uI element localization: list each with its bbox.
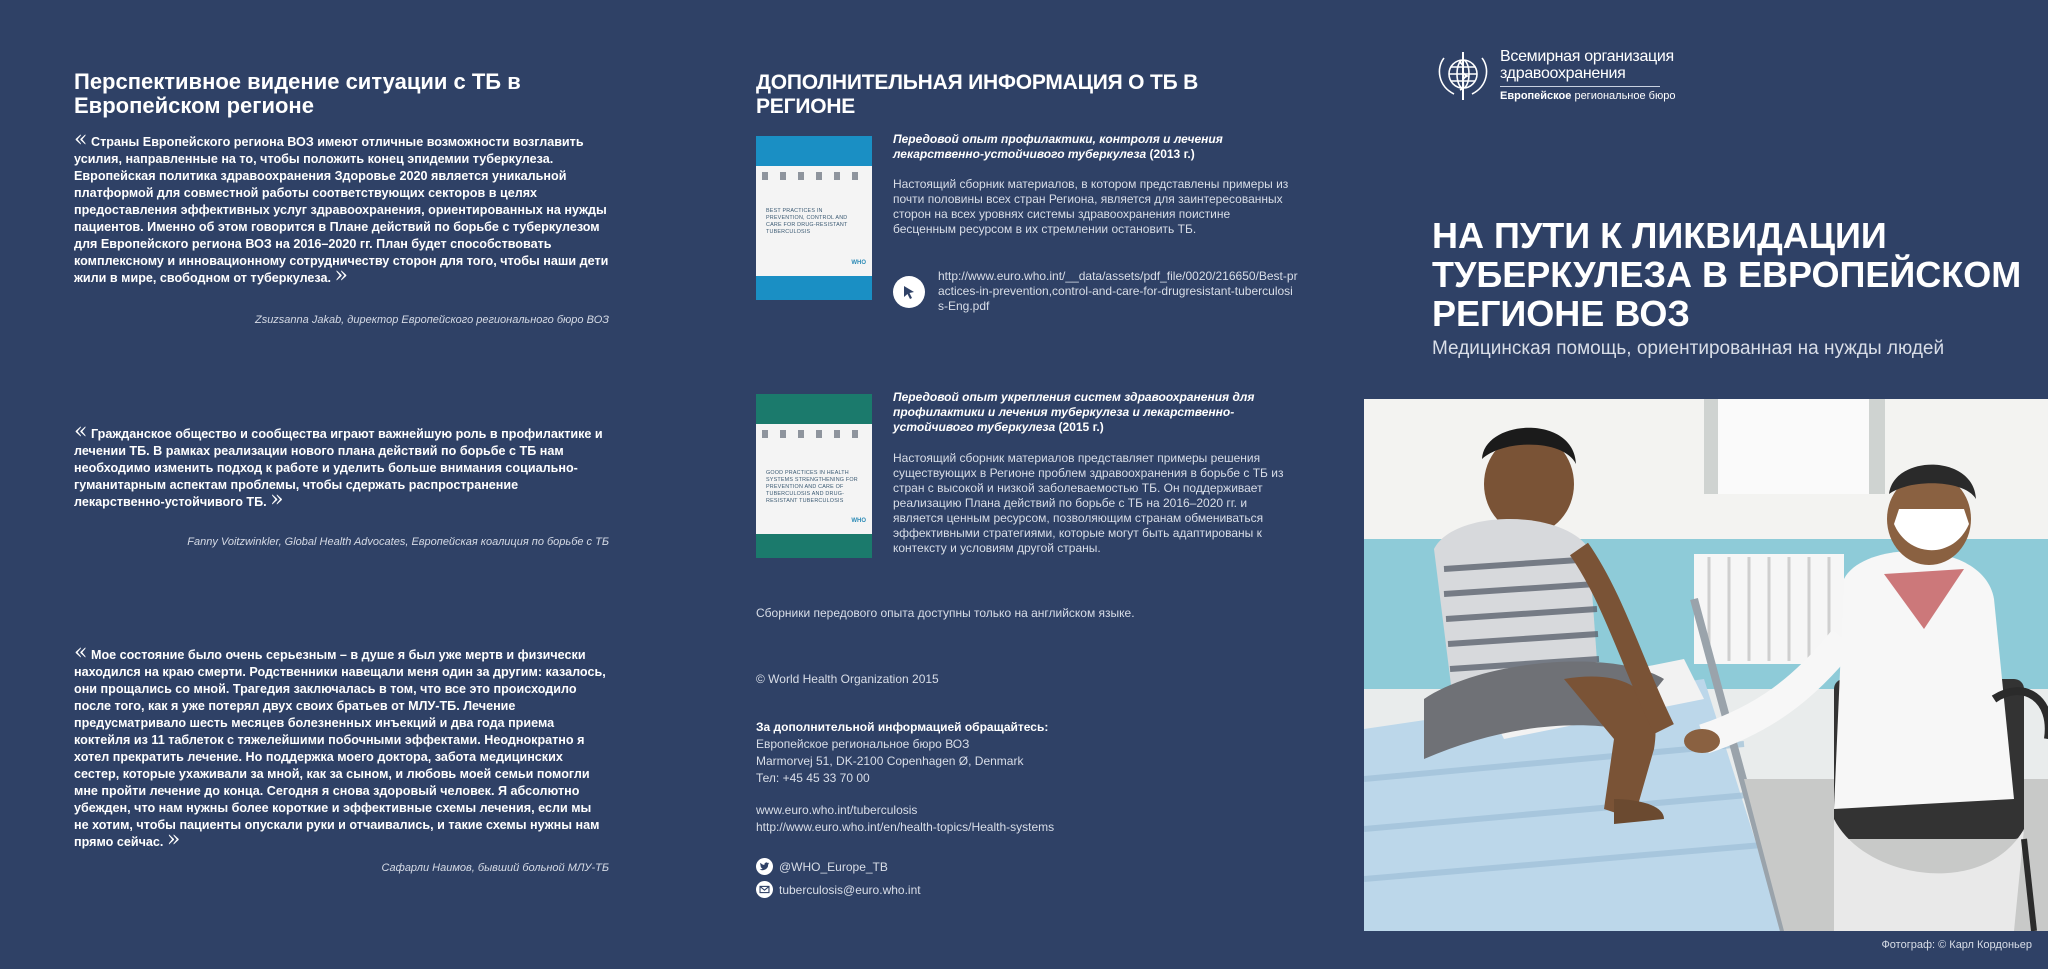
cover-title: BEST PRACTICES IN PREVENTION, CONTROL AND CARE FOR DRUG-RESISTANT TUBERCULOSIS: [766, 208, 848, 235]
logo-subtitle: [1500, 90, 1675, 102]
who-logo-text: [1500, 48, 1675, 102]
web-links: [756, 802, 1054, 836]
quote-3-attribution: Сафарли Наимов, бывший больной МЛУ-ТБ: [381, 862, 609, 874]
quote-1: [74, 127, 609, 288]
publication-1-title: [893, 132, 1293, 162]
publication-2-title-text: Передовой опыт укрепления систем здравоохранения для профилактики и лечения туберкулеза и лекарственно-устойчивого туберкулеза: [893, 390, 1255, 434]
contact-line: Marmorvej 51, DK-2100 Copenhagen Ø, Denmark: [756, 754, 1024, 768]
cover-footer: [756, 534, 872, 558]
language-note: Сборники передового опыта доступны только на английском языке.: [756, 606, 1135, 620]
quote-1-text: Страны Европейского региона ВОЗ имеют отличные возможности возглавить усилия, направленные на то, чтобы положить конец эпидемии туберкулеза. Европейская политика здравоохранения Здоровье 2020 является уникальной платформой для совместной работы соответствующих секторов в целях предоставления эффективных услуг здравоохранения, ориентированных на нужды пациентов. Именно об этом говорится в Плане действий по борьбе с туберкулезом для Европейского региона ВОЗ на 2016–2020 гг. План будет способствовать комплексному и инновационному сотрудничеству сторон для того, чтобы наши дети жили в мире, свободном от туберкулеза.: [74, 135, 609, 285]
publication-1-link[interactable]: http://www.euro.who.int/__data/assets/pdf_file/0020/216650/Best-practices-in-prevention,control-and-care-for-drugresistant-tuberculosis-Eng.pdf: [938, 269, 1298, 313]
email-contact[interactable]: [756, 881, 921, 898]
logo-subtitle-bold: Европейское: [1500, 90, 1572, 102]
web-link[interactable]: www.euro.who.int/tuberculosis: [756, 803, 918, 817]
middle-heading: ДОПОЛНИТЕЛЬНАЯ ИНФОРМАЦИЯ О ТБ В РЕГИОНЕ: [756, 71, 1199, 118]
open-quote-mark: «: [74, 127, 88, 152]
cover-title: GOOD PRACTICES IN HEALTH SYSTEMS STRENGTHENING FOR PREVENTION AND CARE OF TUBERCULOSIS AND DRUG-RESISTANT TUBERCULOSIS: [766, 470, 858, 504]
publication-1-year: (2013 г.): [1146, 147, 1195, 161]
open-quote-mark: «: [74, 640, 88, 665]
publication-2-title: [893, 390, 1293, 435]
who-logo-icon: WHO: [851, 260, 866, 266]
publication-2-year: (2015 г.): [1055, 420, 1104, 434]
publication-1-description: Настоящий сборник материалов, в котором представлены примеры из почти половины всех стран Региона, является для заинтересованных сторон на всех уровнях системы здравоохранения поистине бесценным ресурсом в их стремлении остановить ТБ.: [893, 177, 1289, 236]
publication-2-cover[interactable]: [756, 394, 872, 558]
cover-banner: [756, 136, 872, 166]
logo-subtitle-rest: региональное бюро: [1571, 90, 1676, 102]
hospital-photo: [1364, 399, 2048, 931]
photo-credit: Фотограф: © Карл Кордоньер: [1881, 939, 2032, 951]
envelope-icon: [756, 881, 773, 898]
copyright: © World Health Organization 2015: [756, 672, 939, 686]
email-address: tuberculosis@euro.who.int: [779, 882, 921, 897]
publication-1-title-text: Передовой опыт профилактики, контроля и лечения лекарственно-устойчивого туберкулеза: [893, 132, 1223, 161]
quote-2-text: Гражданское общество и сообщества играют важнейшую роль в профилактике и лечении ТБ. В рамках реализации нового плана действий по борьбе с ТБ нам необходимо изменить подход к работе и уделить больше внимания социально-гуманитарным аспектам проблемы, чтобы сдержать распространение лекарственно-устойчивого ТБ.: [74, 427, 603, 509]
publication-2-description: Настоящий сборник материалов представляет примеры решения существующих в Регионе проблем здравоохранения в борьбе с ТБ из стран с высокой и низкой заболеваемостью ТБ. Он поддерживает реализацию Плана действий по борьбе с ТБ на 2016–2020 гг. и является ценным ресурсом, позволяющим странам обмениваться эффективными стратегиями, которые могут быть адаптированы к контексту и условиям другой страны.: [893, 451, 1284, 555]
cover-footer: [756, 276, 872, 300]
close-quote-mark: »: [166, 827, 181, 852]
twitter-icon: [756, 858, 773, 875]
web-link[interactable]: http://www.euro.who.int/en/health-topics/Health-systems: [756, 820, 1055, 834]
close-quote-mark: »: [270, 487, 284, 512]
subtitle: Медицинская помощь, ориентированная на нужды людей: [1432, 338, 1945, 359]
cover-icons-row: [762, 430, 866, 438]
contact-line: Европейское региональное бюро ВОЗ: [756, 737, 970, 751]
logo-line-1: Всемирная организация: [1500, 48, 1674, 65]
quote-3-text: Мое состояние было очень серьезным – в душе я был уже мертв и физически находился на краю смерти. Родственники навещали меня один за другим: казалось, они прощались со мной. Трагедия заключалась в том, что все это происходило после того, как я уже потерял двух своих братьев от МЛУ-ТБ. Лечение предусматривало шесть месяцев болезненных инъекций и два года приема коктейля из 11 таблеток с тяжелейшими побочными эффектами. Неоднократно я хотел прекратить лечение. Но поддержка моего доктора, забота медицинских сестер, которые ухаживали за мной, как за сыном, и любовь моей семьи помогли мне пройти лечение до конца. Сегодня я снова здоровый человек. Я абсолютно убежден, что нам нужны более короткие и эффективные схемы лечения, если мы не хотим, чтобы пациенты опускали руки и отчаивались, и такие схемы нужны нам прямо сейчас.: [74, 648, 606, 849]
publication-1-cover[interactable]: [756, 136, 872, 300]
quote-3: [74, 640, 609, 852]
logo-line-2: здравоохранения: [1500, 65, 1626, 82]
who-logo: [1432, 48, 1675, 104]
contact-heading: За дополнительной информацией обращайтесь:: [756, 720, 1049, 734]
twitter-contact[interactable]: [756, 858, 888, 875]
who-logo-icon: WHO: [851, 518, 866, 524]
cover-icons-row: [762, 172, 866, 180]
logo-divider: [1500, 86, 1660, 87]
main-title: НА ПУТИ К ЛИКВИДАЦИИ ТУБЕРКУЛЕЗА В ЕВРОПЕЙСКОМ РЕГИОНЕ ВОЗ: [1432, 215, 2022, 334]
left-heading: Перспективное видение ситуации с ТБ в Европейском регионе: [74, 69, 521, 118]
quote-2-attribution: Fanny Voitzwinkler, Global Health Advocates, Европейская коалиция по борьбе с ТБ: [187, 536, 609, 548]
contact-line: Тел: +45 45 33 70 00: [756, 771, 870, 785]
open-quote-mark: «: [74, 419, 88, 444]
quote-1-attribution: Zsuzsanna Jakab, директор Европейского регионального бюро ВОЗ: [254, 314, 609, 326]
who-emblem-icon: [1432, 48, 1494, 104]
quote-2: [74, 419, 609, 512]
twitter-handle: @WHO_Europe_TB: [779, 859, 888, 874]
cursor-icon: [893, 276, 925, 308]
cover-banner: [756, 394, 872, 424]
contact-block: [756, 719, 1048, 787]
close-quote-mark: »: [334, 263, 348, 288]
